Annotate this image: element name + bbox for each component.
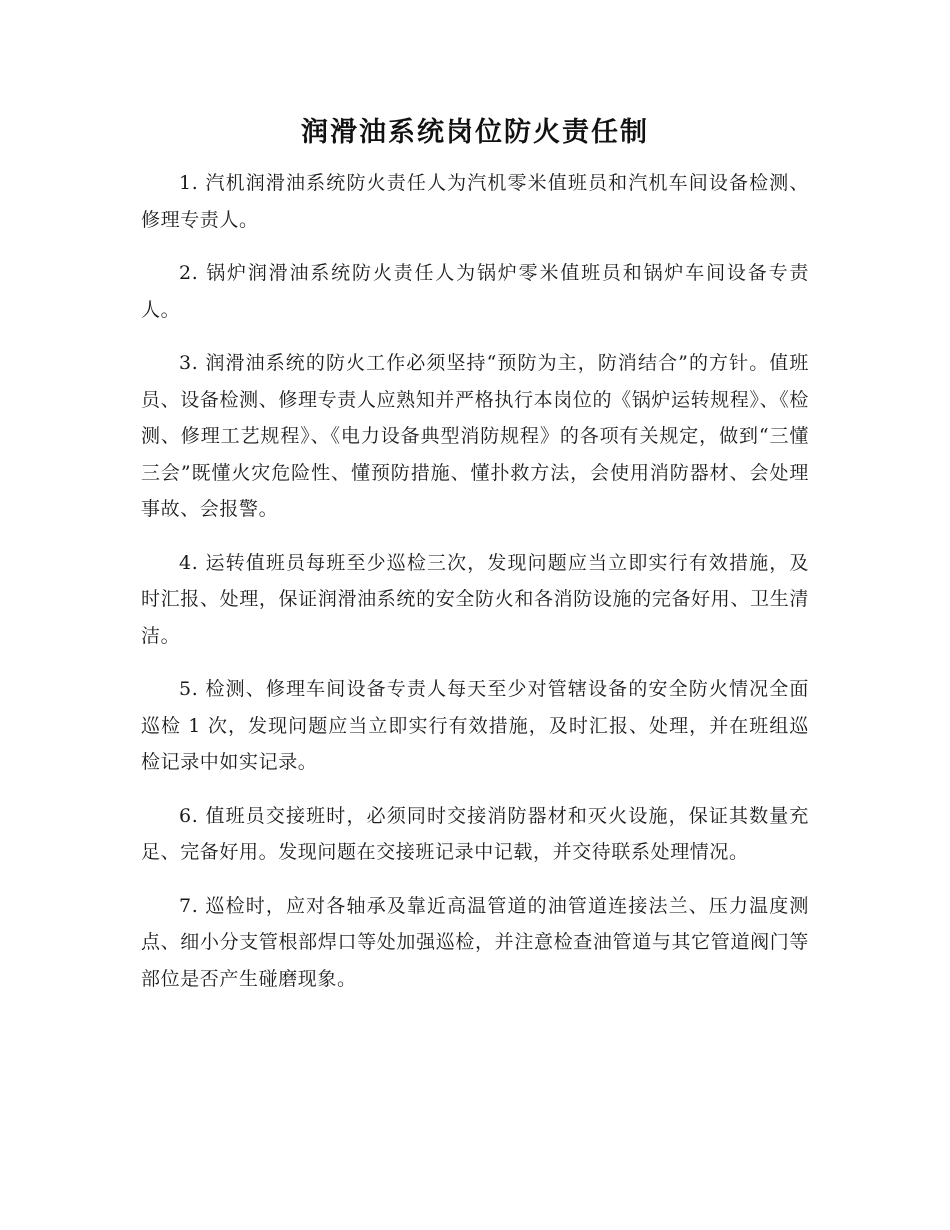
paragraph-1: 1. 汽机润滑油系统防火责任人为汽机零米值班员和汽机车间设备检测、修理专责人。 xyxy=(141,172,809,231)
paragraph-2: 2. 锅炉润滑油系统防火责任人为锅炉零米值班员和锅炉车间设备专责人。 xyxy=(141,262,809,321)
paragraph-3: 3. 润滑油系统的防火工作必须坚持“预防为主，防消结合”的方针。值班员、设备检测、修理专责人应熟知并严格执行本岗位的《锅炉运转规程》、《检测、修理工艺规程》、《电力设备典型消防规程》的各项有关规定，做到“三懂三会”既懂火灾危险性、懂预防措施、懂扑救方法，会使用消防器材、会处理事故、会报警。 xyxy=(141,352,809,520)
document-body xyxy=(141,165,809,1014)
paragraph-6: 6. 值班员交接班时，必须同时交接消防器材和灭火设施，保证其数量充足、完备好用。发现问题在交接班记录中记载，并交待联系处理情况。 xyxy=(141,804,809,863)
paragraph-4: 4. 运转值班员每班至少巡检三次，发现问题应当立即实行有效措施，及时汇报、处理，保证润滑油系统的安全防火和各消防设施的完备好用、卫生清洁。 xyxy=(141,551,809,647)
paragraph-5: 5. 检测、修理车间设备专责人每天至少对管辖设备的安全防火情况全面巡检 1 次，发现问题应当立即实行有效措施，及时汇报、处理，并在班组巡检记录中如实记录。 xyxy=(141,678,809,773)
paragraph-7: 7. 巡检时，应对各轴承及靠近高温管道的油管道连接法兰、压力温度测点、细小分支管根部焊口等处加强巡检，并注意检查油管道与其它管道阀门等部位是否产生碰磨现象。 xyxy=(141,894,809,990)
document-title: 润滑油系统岗位防火责任制 xyxy=(301,117,649,148)
